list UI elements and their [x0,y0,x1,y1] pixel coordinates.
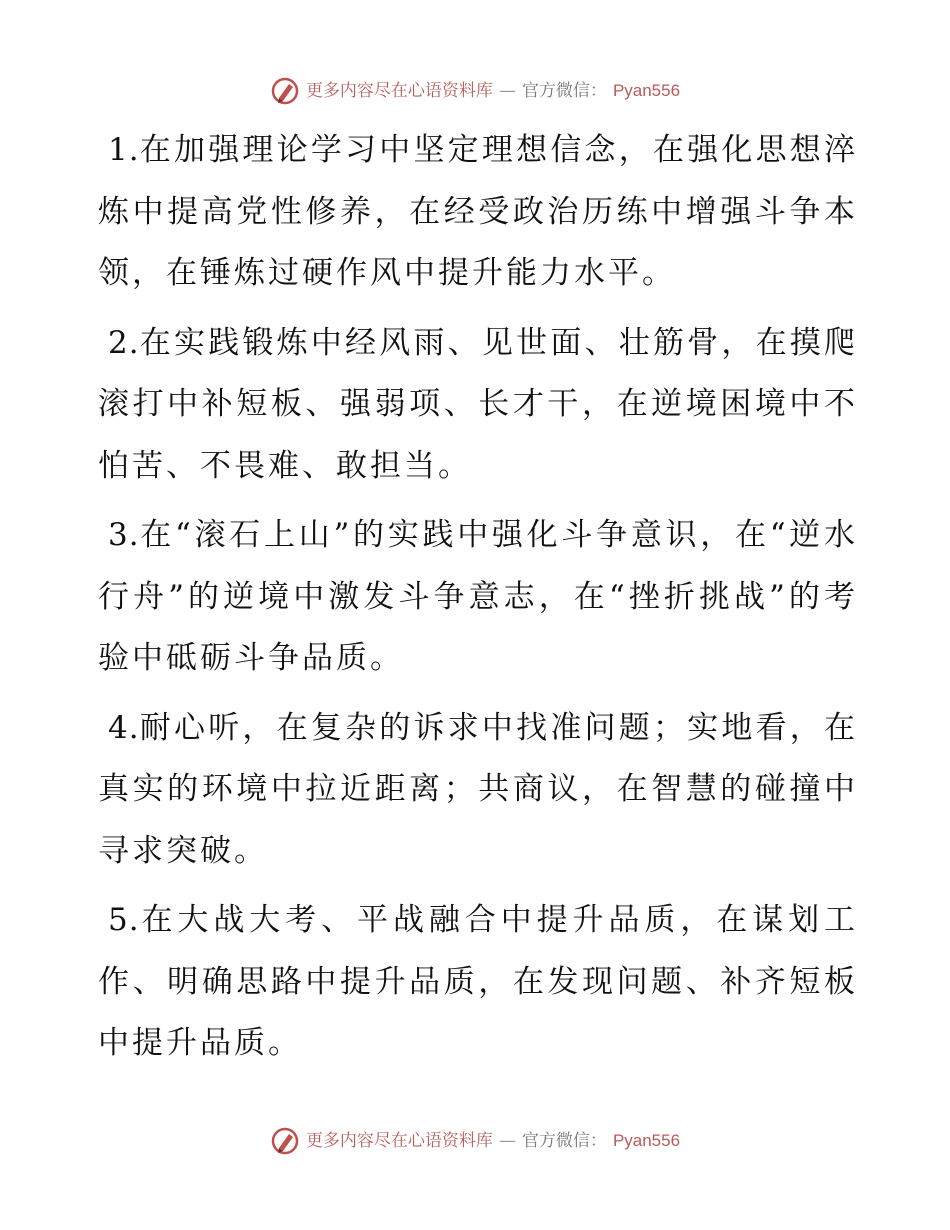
pen-logo-icon [270,1126,300,1156]
document-body [98,120,858,1083]
paragraph-4 [98,698,858,883]
paragraph-text: 耐心听，在复杂的诉求中找准问题；实地看，在真实的环境中拉近距离；共商议，在智慧的碰撞中寻求突破。 [98,709,858,869]
paragraph-text: 在加强理论学习中坚定理想信念，在强化思想淬炼中提高党性修养，在经受政治历练中增强斗争本领，在锤炼过硬作风中提升能力水平。 [98,132,858,291]
paragraph-number: 5. [108,902,140,938]
watermark-dash: — [498,1131,516,1151]
paragraph-1 [98,120,858,305]
watermark-label: 官方微信： [521,1131,607,1151]
paragraph-number: 1. [108,132,140,168]
paragraph-text: 在实践锻炼中经风雨、见世面、壮筋骨，在摸爬滚打中补短板、强弱项、长才干，在逆境困境中不怕苦、不畏难、敢担当。 [98,324,858,484]
watermark-label: 官方微信： [521,81,607,101]
paragraph-2 [98,313,858,498]
paragraph-number: 2. [108,324,140,361]
pen-logo-icon [270,76,300,106]
paragraph-text: 在“滚石上山”的实践中强化斗争意识，在“逆水行舟”的逆境中激发斗争意志，在“挫折挑战”的考验中砥砺斗争品质。 [98,517,858,676]
footer-watermark [0,1126,950,1156]
watermark-brand: 更多内容尽在心语资料库 [305,81,493,101]
paragraph-number: 3. [108,517,140,553]
paragraph-3 [98,505,858,690]
watermark-wechat-id: Pyan556 [612,81,681,100]
header-watermark [0,76,950,106]
watermark-dash: — [498,81,516,101]
watermark-brand: 更多内容尽在心语资料库 [305,1131,493,1151]
paragraph-number: 4. [108,709,140,746]
paragraph-5 [98,890,858,1075]
watermark-wechat-id: Pyan556 [612,1131,681,1150]
paragraph-text: 在大战大考、平战融合中提升品质，在谋划工作、明确思路中提升品质，在发现问题、补齐短板中提升品质。 [98,902,858,1061]
